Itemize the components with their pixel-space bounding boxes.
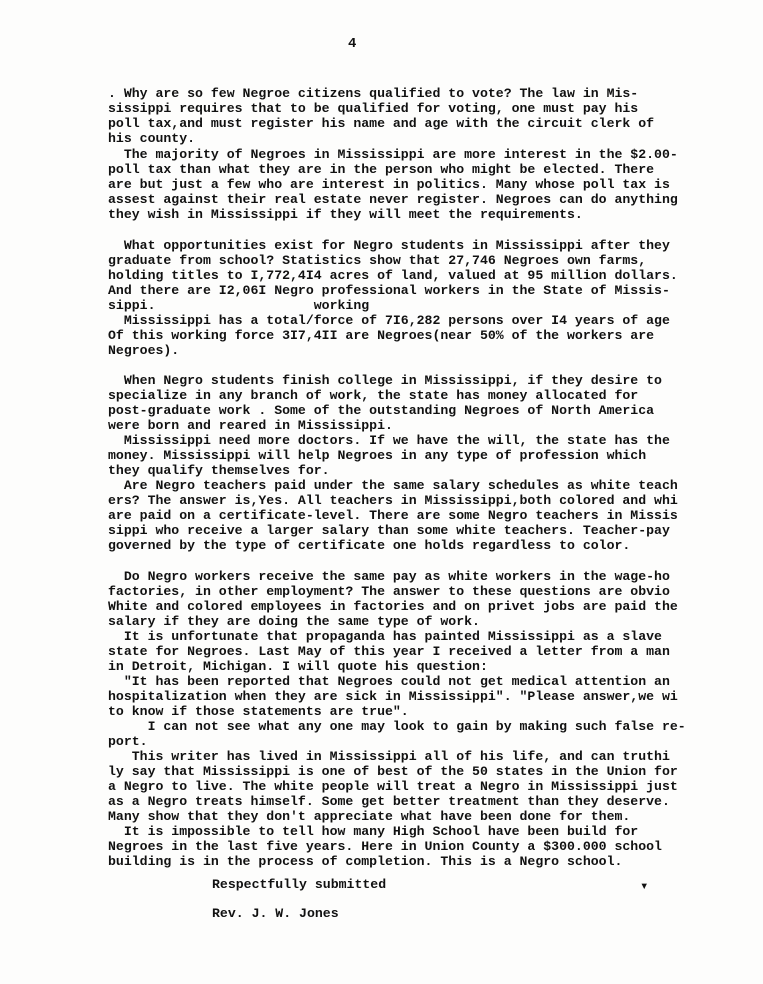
text-line: to know if those statements are true".	[108, 704, 409, 719]
text-line: holding titles to I,772,4I4 acres of land, valued at 95 million dollars.	[108, 268, 678, 283]
text-line: ers? The answer is,Yes. All teachers in Mississippi,both colored and whi	[108, 493, 678, 508]
text-line: sissippi requires that to be qualified for voting, one must pay his	[108, 101, 639, 116]
text-line: Negroes).	[108, 343, 180, 358]
ink-mark: ▾	[640, 879, 649, 895]
text-line: were born and reared in Mississippi.	[108, 418, 393, 433]
text-line: White and colored employees in factories and on privet jobs are paid the	[108, 599, 678, 614]
text-line: his county.	[108, 131, 196, 146]
text-line: they qualify themselves for.	[108, 463, 330, 478]
text-line: are but just a few who are interest in politics. Many whose poll tax is	[108, 177, 670, 192]
text-line: specialize in any branch of work, the state has money allocated for	[108, 388, 639, 403]
text-line: This writer has lived in Mississippi all of his life, and can truthi	[108, 749, 670, 764]
text-line: Many show that they don't appreciate what have been done for them.	[108, 809, 631, 824]
text-line: ly say that Mississippi is one of best of the 50 states in the Union for	[108, 764, 678, 779]
text-line: salary if they are doing the same type of work.	[108, 614, 480, 629]
text-line: in Detroit, Michigan. I will quote his question:	[108, 659, 488, 674]
text-line: Mississippi has a total/force of 7I6,282 persons over I4 years of age	[108, 313, 670, 328]
text-line: governed by the type of certificate one holds regardless to color.	[108, 538, 631, 553]
text-line: as a Negro treats himself. Some get better treatment than they deserve.	[108, 794, 670, 809]
text-line: post-graduate work . Some of the outstanding Negroes of North America	[108, 403, 655, 418]
text-line: are paid on a certificate-level. There are some Negro teachers in Missis	[108, 508, 678, 523]
text-line: factories, in other employment? The answer to these questions are obvio	[108, 584, 670, 599]
text-line: It is unfortunate that propaganda has painted Mississippi as a slave	[108, 629, 662, 644]
text-line: a Negro to live. The white people will treat a Negro in Mississippi just	[108, 779, 678, 794]
text-line: port.	[108, 734, 148, 749]
text-line: And there are I2,06I Negro professional workers in the State of Missis-	[108, 283, 670, 298]
text-line: What opportunities exist for Negro students in Mississippi after they	[108, 238, 670, 253]
text-line: assest against their real estate never register. Negroes can do anything	[108, 192, 678, 207]
text-line: hospitalization when they are sick in Mississippi". "Please answer,we wi	[108, 689, 678, 704]
text-line: poll tax than what they are in the person who might be elected. There	[108, 162, 655, 177]
text-line: Do Negro workers receive the same pay as white workers in the wage-ho	[108, 569, 670, 584]
text-line: poll tax,and must register his name and age with the circuit clerk of	[108, 116, 655, 131]
text-line: Rev. J. W. Jones	[212, 906, 339, 921]
text-line: When Negro students finish college in Mississippi, if they desire to	[108, 373, 662, 388]
text-line: "It has been reported that Negroes could not get medical attention an	[108, 674, 670, 689]
text-line: Negroes in the last five years. Here in Union County a $300.000 school	[108, 839, 662, 854]
text-line: graduate from school? Statistics show that 27,746 Negroes own farms,	[108, 253, 647, 268]
text-line: The majority of Negroes in Mississippi are more interest in the $2.00-	[108, 147, 678, 162]
text-line: Of this working force 3I7,4II are Negroes(near 50% of the workers are	[108, 328, 655, 343]
text-line: building is in the process of completion. This is a Negro school.	[108, 854, 623, 869]
text-line: money. Mississippi will help Negroes in any type of profession which	[108, 448, 647, 463]
text-line: sippi. working	[108, 298, 370, 313]
text-line: I can not see what any one may look to gain by making such false re-	[108, 719, 686, 734]
text-line: Are Negro teachers paid under the same salary schedules as white teach	[108, 478, 678, 493]
text-line: . Why are so few Negroe citizens qualified to vote? The law in Mis-	[108, 86, 639, 101]
text-line: state for Negroes. Last May of this year I received a letter from a man	[108, 644, 670, 659]
text-line: It is impossible to tell how many High School have been build for	[108, 824, 639, 839]
text-line: sippi who receive a larger salary than some white teachers. Teacher-pay	[108, 523, 670, 538]
text-line: Respectfully submitted	[212, 877, 387, 892]
text-line: they wish in Mississippi if they will meet the requirements.	[108, 207, 583, 222]
text-line: Mississippi need more doctors. If we have the will, the state has the	[108, 433, 670, 448]
page-number: 4	[348, 36, 357, 52]
